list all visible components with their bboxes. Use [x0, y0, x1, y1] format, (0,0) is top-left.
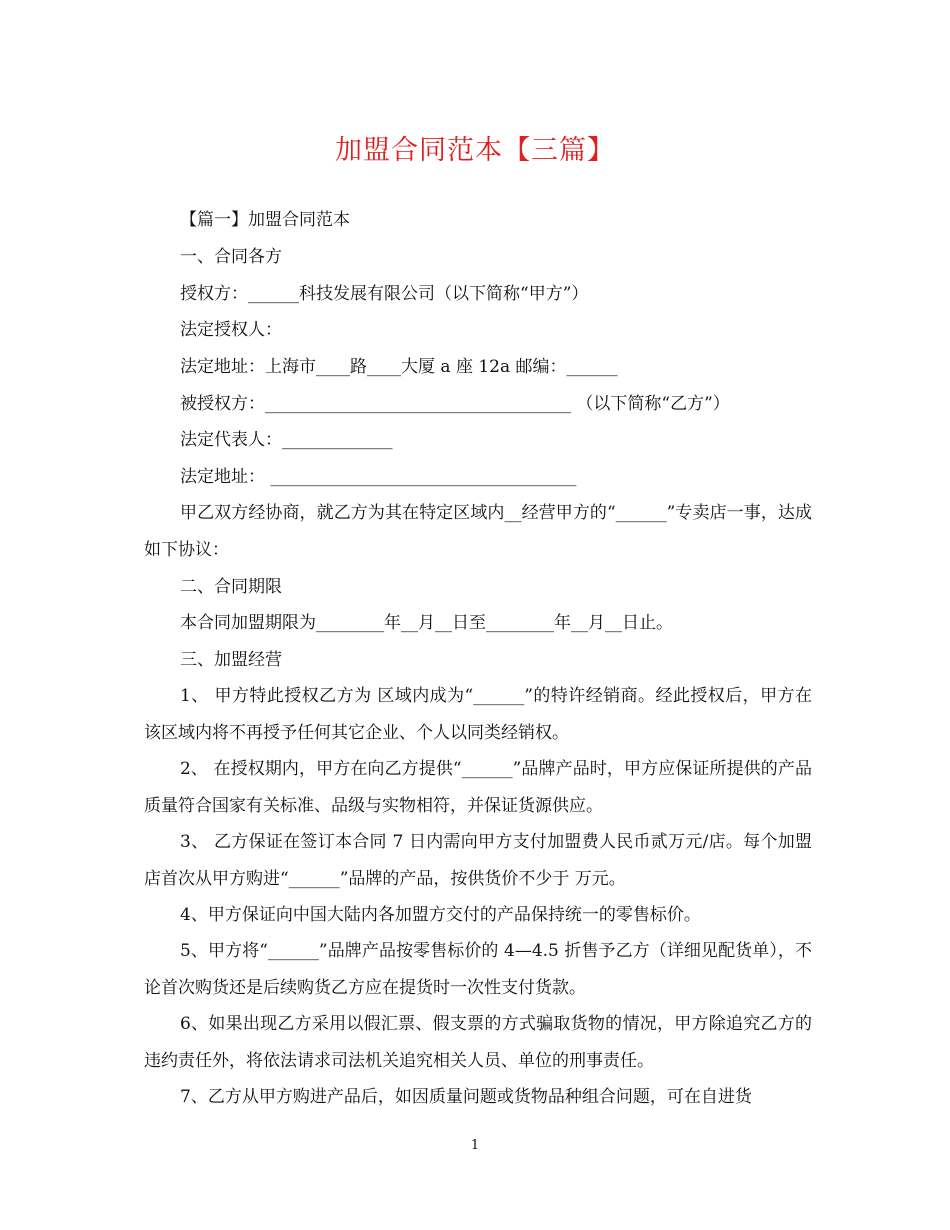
clause-7: 7、乙方从甲方购进产品后，如因质量问题或货物品种组合问题，可在自进货 [180, 1087, 752, 1107]
document-title: 加盟合同范本【三篇】 [335, 135, 615, 166]
clause-6: 6、如果出现乙方采用以假汇票、假支票的方式骗取货物的情况，甲方除追究乙方的违约责任外，将依法请求司法机关追究相关人员、单位的刑事责任。 [144, 1014, 812, 1071]
address-b-line: 法定地址： ____________________________________ [180, 467, 577, 487]
party-a-line: 授权方：______科技发展有限公司（以下简称“甲方”） [180, 284, 589, 304]
clause-2: 2、 在授权期内，甲方在向乙方提供“______”品牌产品时，甲方应保证所提供的产品质量符合国家有关标准、品级与实物相符，并保证货源供应。 [144, 759, 812, 816]
clause-3: 3、 乙方保证在签订本合同 7 日内需向甲方支付加盟费人民币贰万元/店。每个加盟店首次从甲方购进“______”品牌的产品，按供货价不少于 万元。 [144, 832, 812, 889]
section-heading: 【篇一】加盟合同范本 [180, 210, 350, 230]
heading-term: 二、合同期限 [180, 577, 282, 597]
legal-authorizer-line: 法定授权人： [180, 320, 282, 340]
heading-operation: 三、加盟经营 [180, 650, 282, 670]
heading-parties: 一、合同各方 [180, 247, 282, 267]
address-a-line: 法定地址：上海市____路____大厦 a 座 12a 邮编：______ [180, 357, 618, 377]
clause-5: 5、甲方将“______”品牌产品按零售标价的 4—4.5 折售予乙方（详细见配货单），不论首次购货还是后续购货乙方应在提货时一次性支付货款。 [144, 941, 812, 998]
clause-1: 1、 甲方特此授权乙方为 区域内成为“______”的特许经销商。经此授权后，甲方在该区域内将不再授予任何其它企业、个人以同类经销权。 [144, 686, 812, 743]
clause-4: 4、甲方保证向中国大陆内各加盟方交付的产品保持统一的零售标价。 [180, 905, 701, 925]
intro-paragraph: 甲乙双方经协商，就乙方为其在特定区域内__经营甲方的“______”专卖店一事，达成如下协议： [144, 503, 812, 560]
legal-rep-line: 法定代表人：_____________ [180, 430, 393, 450]
party-b-line: 被授权方：____________________________________ （以下简称“乙方”） [180, 394, 730, 414]
page-number: 1 [470, 1138, 480, 1153]
term-line: 本合同加盟期限为________年__月__日至________年__月__日止。 [180, 613, 673, 633]
